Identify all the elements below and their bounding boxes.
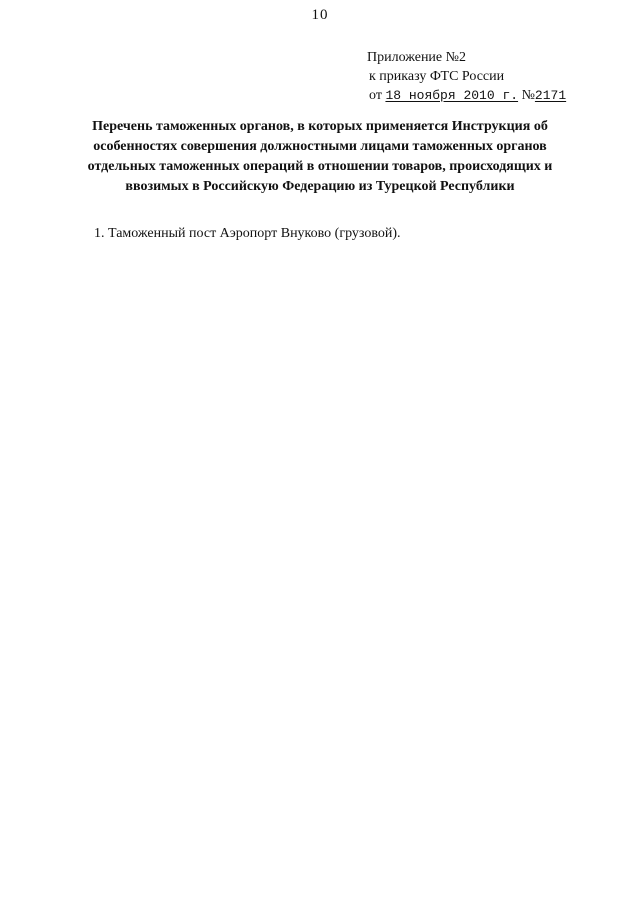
appendix-number-prefix: №	[521, 88, 535, 103]
document-heading: Перечень таможенных органов, в которых применяется Инструкция об особенностях совершения должностными лицами таможенных органов отдельных таможенных операций в отношении товаров, происходящих и ввозимых в Российскую Федерацию из Турецкой Республики	[87, 119, 553, 194]
list-item: 1. Таможенный пост Аэропорт Внуково (грузовой).	[94, 226, 401, 241]
appendix-title: Приложение №2	[367, 50, 466, 65]
appendix-date: 18 ноября 2010 г.	[385, 88, 519, 103]
appendix-block	[367, 48, 566, 105]
appendix-date-line	[369, 86, 566, 105]
appendix-order-ref: к приказу ФТС России	[369, 69, 505, 84]
page-number: 10	[311, 7, 329, 23]
appendix-from-prefix: от	[369, 88, 382, 103]
appendix-number: 2171	[534, 88, 567, 103]
